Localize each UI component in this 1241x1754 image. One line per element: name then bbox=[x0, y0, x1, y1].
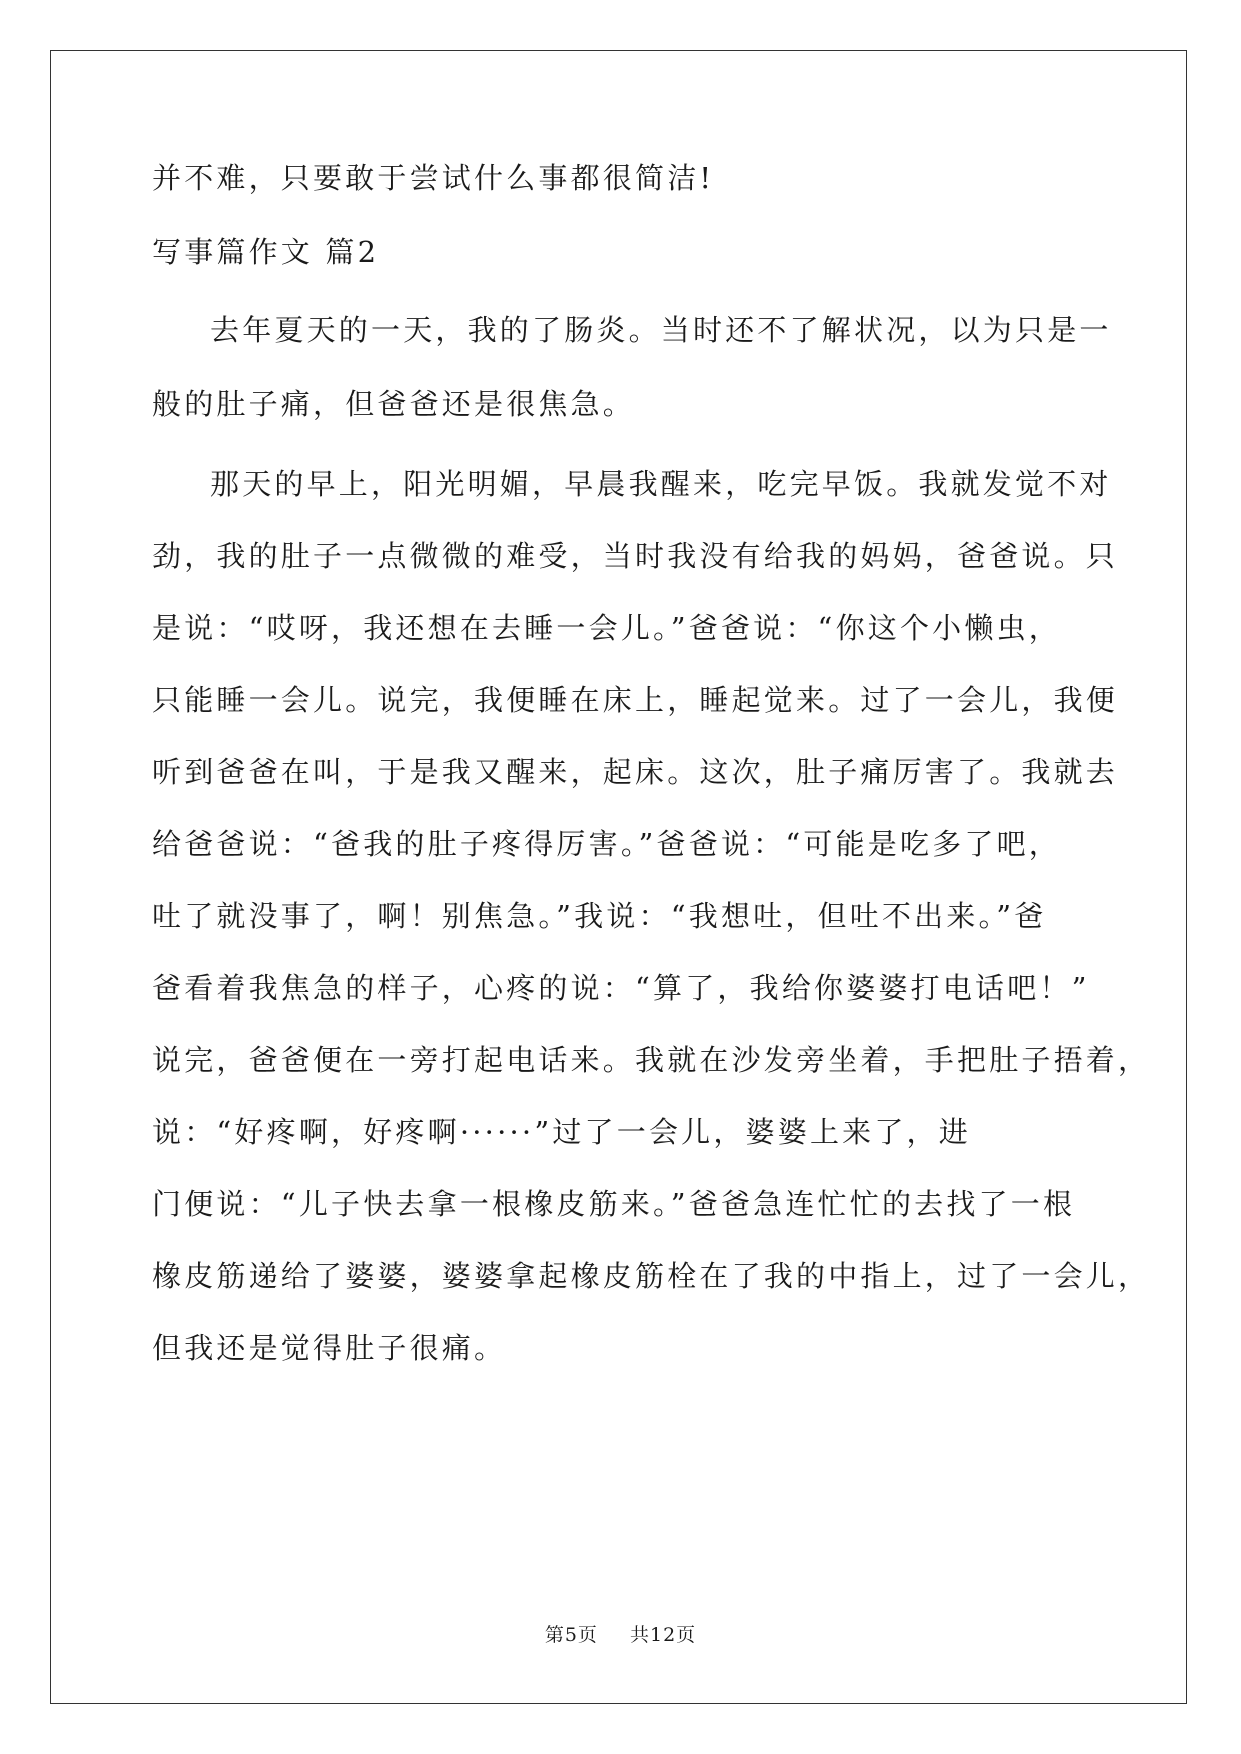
text-line: 给爸爸说：“爸我的肚子疼得厉害。”爸爸说：“可能是吃多了吧， bbox=[152, 827, 1061, 861]
text-line: 说完，爸爸便在一旁打起电话来。我就在沙发旁坐着，手把肚子捂着， bbox=[152, 1043, 1151, 1077]
text-line: 只能睡一会儿。说完，我便睡在床上，睡起觉来。过了一会儿，我便 bbox=[152, 683, 1119, 717]
page-border bbox=[50, 50, 1187, 1704]
text-line: 橡皮筋递给了婆婆，婆婆拿起橡皮筋栓在了我的中指上，过了一会儿， bbox=[152, 1259, 1151, 1293]
page-total: 共12页 bbox=[630, 1624, 697, 1646]
page-footer bbox=[0, 1620, 1241, 1647]
text-line: 听到爸爸在叫，于是我又醒来，起床。这次，肚子痛厉害了。我就去 bbox=[152, 755, 1119, 789]
text-line: 但我还是觉得肚子很痛。 bbox=[152, 1331, 507, 1365]
text-line: 并不难，只要敢于尝试什么事都很简洁! bbox=[152, 161, 715, 195]
text-line: 说：“好疼啊，好疼啊······”过了一会儿，婆婆上来了，进 bbox=[152, 1115, 971, 1149]
text-line: 般的肚子痛，但爸爸还是很焦急。 bbox=[152, 387, 636, 421]
paragraph-start: 去年夏天的一天，我的了肠炎。当时还不了解状况，以为只是一 bbox=[210, 313, 1112, 347]
section-heading: 写事篇作文 篇2 bbox=[152, 235, 380, 269]
text-line: 爸看着我焦急的样子，心疼的说：“算了，我给你婆婆打电话吧！” bbox=[152, 971, 1090, 1005]
text-line: 是说：“哎呀，我还想在去睡一会儿。”爸爸说：“你这个小懒虫， bbox=[152, 611, 1061, 645]
page-number: 第5页 bbox=[544, 1624, 598, 1646]
paragraph-start: 那天的早上，阳光明媚，早晨我醒来，吃完早饭。我就发觉不对 bbox=[210, 467, 1112, 501]
text-line: 劲，我的肚子一点微微的难受，当时我没有给我的妈妈，爸爸说。只 bbox=[152, 539, 1119, 573]
text-line: 门便说：“儿子快去拿一根橡皮筋来。”爸爸急连忙忙的去找了一根 bbox=[152, 1187, 1076, 1221]
text-line: 吐了就没事了，啊！别焦急。”我说：“我想吐，但吐不出来。”爸 bbox=[152, 899, 1047, 933]
